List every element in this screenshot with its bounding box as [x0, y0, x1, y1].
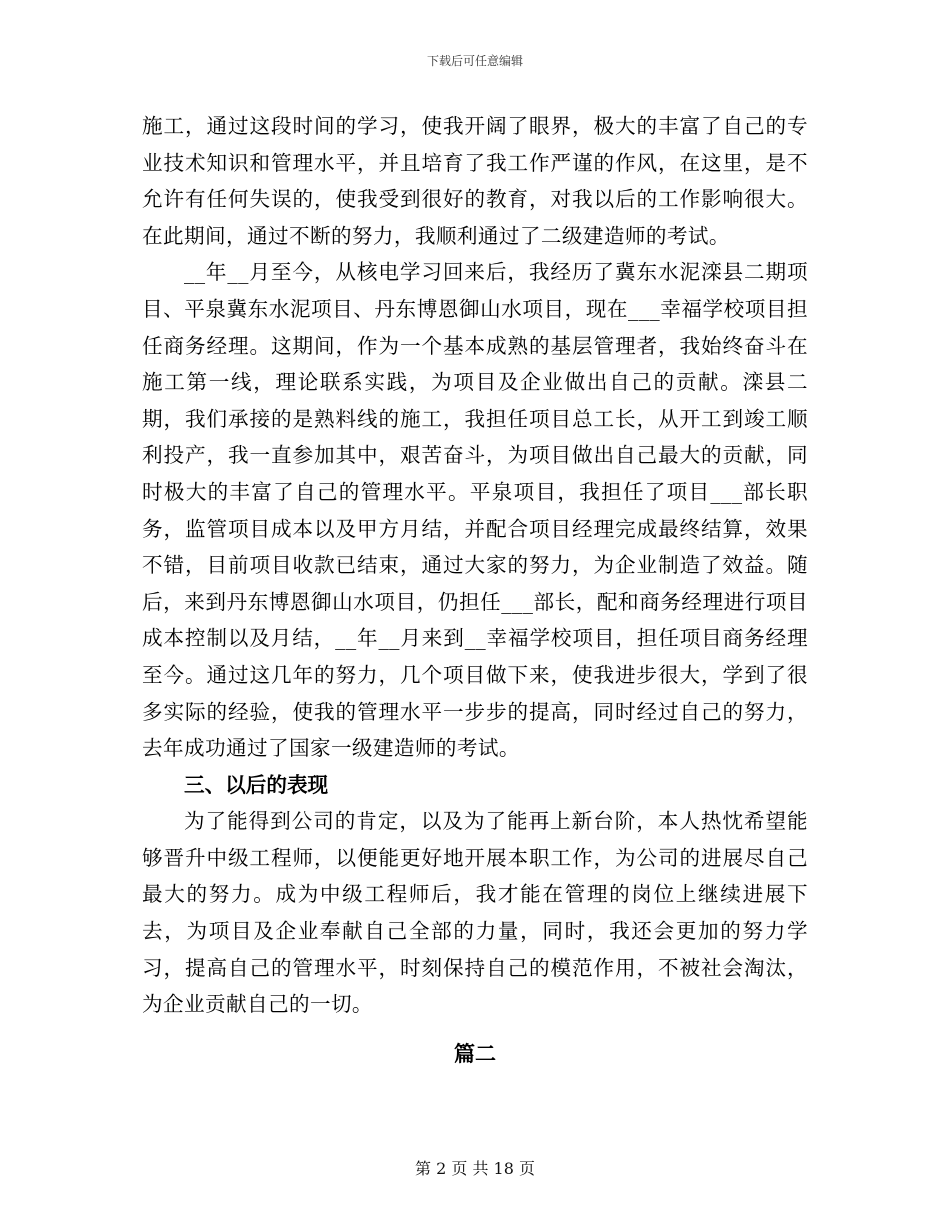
chapter-title: 篇二: [454, 1042, 496, 1066]
body-paragraph-3: 为了能得到公司的肯定，以及为了能再上新台阶，本人热忱希望能够晋升中级工程师，以便能更好地开展本职工作，为公司的进展尽自己最大的努力。成为中级工程师后，我才能在管理的岗位上继续进展下去，为项目及企业奉献自己全部的力量，同时，我还会更加的努力学习，提高自己的管理水平，时刻保持自己的模范作用，不被社会淘汰，为企业贡献自己的一切。: [142, 809, 808, 1017]
document-body: [142, 108, 808, 1023]
section-heading: 三、以后的表现: [184, 772, 329, 797]
page-footer: 第 2 页 共 18 页: [415, 1159, 535, 1178]
body-paragraph-1: 施工，通过这段时间的学习，使我开阔了眼界，极大的丰富了自己的专业技术知识和管理水平，并且培育了我工作严谨的作风，在这里，是不允许有任何失误的，使我受到很好的教育，对我以后的工作影响很大。在此期间，通过不断的努力，我顺利通过了二级建造师的考试。: [142, 114, 808, 248]
page-header: 下载后可任意编辑: [426, 54, 523, 68]
body-paragraph-2: __年__月至今，从核电学习回来后，我经历了冀东水泥滦县二期项目、平泉冀东水泥项目、丹东博恩御山水项目，现在___幸福学校项目担任商务经理。这期间，作为一个基本成熟的基层管理者，我始终奋斗在施工第一线，理论联系实践，为项目及企业做出自己的贡献。滦县二期，我们承接的是熟料线的施工，我担任项目总工长，从开工到竣工顺利投产，我一直参加其中，艰苦奋斗，为项目做出自己最大的贡献，同时极大的丰富了自己的管理水平。平泉项目，我担任了项目___部长职务，监管项目成本以及甲方月结，并配合项目经理完成最终结算，效果不错，目前项目收款已结束，通过大家的努力，为企业制造了效益。随后，来到丹东博恩御山水项目，仍担任___部长，配和商务经理进行项目成本控制以及月结，__年__月来到__幸福学校项目，担任项目商务经理至今。通过这几年的努力，几个项目做下来，使我进步很大，学到了很多实际的经验，使我的管理水平一步步的提高，同时经过自己的努力，去年成功通过了国家一级建造师的考试。: [142, 260, 808, 761]
